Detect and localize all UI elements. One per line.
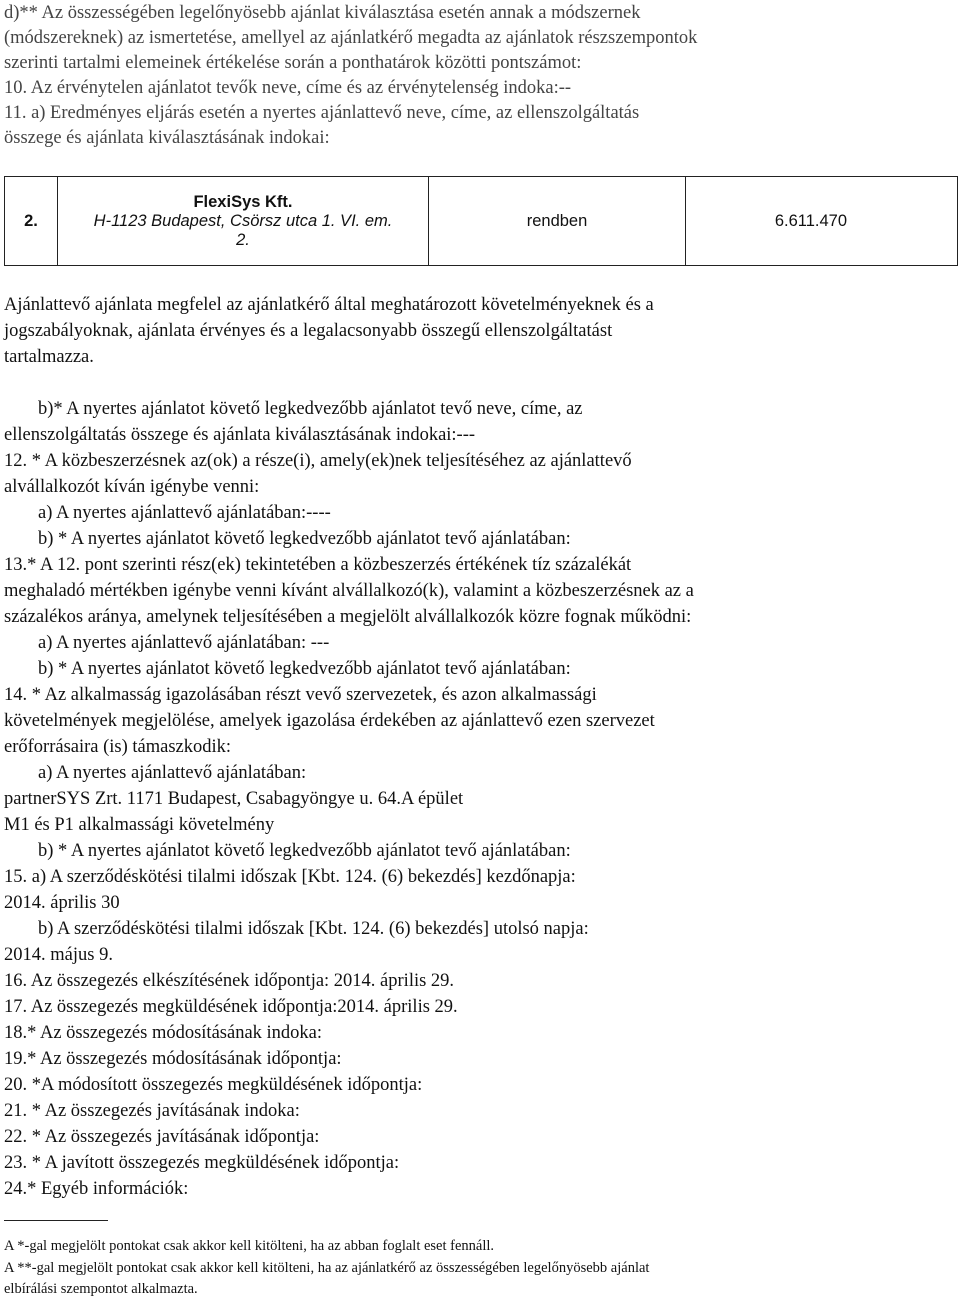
bidder-name: FlexiSys Kft. bbox=[193, 192, 293, 211]
body-line: b)* A nyertes ajánlatot követő legkedvezőbb ajánlatot tevő neve, címe, az bbox=[38, 399, 583, 419]
body-line: b) A szerződéskötési tilalmi időszak [Kbt. 124. (6) bekezdés] utolsó napja: bbox=[38, 919, 589, 939]
body-line: 18.* Az összegezés módosításának indoka: bbox=[4, 1023, 323, 1043]
body-line: alvállalkozót kíván igénybe venni: bbox=[4, 477, 260, 497]
body-line: tartalmazza. bbox=[4, 347, 94, 367]
table-row bbox=[5, 177, 958, 266]
body-line: b) * A nyertes ajánlatot követő legkedvezőbb ajánlatot tevő ajánlatában: bbox=[38, 841, 571, 861]
footnote: A *-gal megjelölt pontokat csak akkor kell kitölteni, ha az abban foglalt eset fennáll. bbox=[4, 1238, 495, 1254]
intro-line: d)** Az összességében legelőnyösebb ajánlat kiválasztása esetén annak a módszernek bbox=[4, 3, 641, 23]
body-line: 16. Az összegezés elkészítésének időpontja: 2014. április 29. bbox=[4, 971, 455, 991]
intro-line: szerinti tartalmi elemeinek értékelése során a ponthatárok közötti pontszámot: bbox=[4, 53, 582, 73]
body-line: Ajánlattevő ajánlata megfelel az ajánlatkérő által meghatározott követelményeknek és a bbox=[4, 295, 654, 315]
bidder-address-cont: 2. bbox=[236, 230, 250, 249]
body-line: a) A nyertes ajánlattevő ajánlatában:---- bbox=[38, 503, 331, 523]
intro-line: összege és ajánlata kiválasztásának indokai: bbox=[4, 128, 330, 148]
body-line: 23. * A javított összegezés megküldésének időpontja: bbox=[4, 1153, 400, 1173]
bid-number: 2. bbox=[5, 177, 58, 266]
body-line: 2014. május 9. bbox=[4, 945, 113, 965]
body-line: a) A nyertes ajánlattevő ajánlatában: --- bbox=[38, 633, 330, 653]
body-line: M1 és P1 alkalmassági követelmény bbox=[4, 815, 275, 835]
body-line: 19.* Az összegezés módosításának időpontja: bbox=[4, 1049, 342, 1069]
body-line: 22. * Az összegezés javításának időpontja: bbox=[4, 1127, 320, 1147]
bidder-address: H-1123 Budapest, Csörsz utca 1. VI. em. bbox=[93, 211, 393, 230]
body-line: jogszabályoknak, ajánlata érvényes és a legalacsonyabb összegű ellenszolgáltatást bbox=[4, 321, 613, 341]
body-line: százalékos aránya, amelynek teljesítésében a megjelölt alvállalkozók közre fognak működni: bbox=[4, 607, 692, 627]
intro-line: 10. Az érvénytelen ajánlatot tevők neve, címe és az érvénytelenség indoka:-- bbox=[4, 78, 572, 98]
body-line: 21. * Az összegezés javításának indoka: bbox=[4, 1101, 300, 1121]
body-line: a) A nyertes ajánlattevő ajánlatában: bbox=[38, 763, 307, 783]
result-table bbox=[4, 176, 958, 266]
body-line: erőforrásaira (is) támaszkodik: bbox=[4, 737, 232, 757]
bid-status: rendben bbox=[429, 177, 686, 266]
body-line: meghaladó mértékben igénybe venni kívánt alvállalkozó(k), valamint a közbeszerzésnek az a bbox=[4, 581, 694, 601]
bidder-cell bbox=[58, 177, 429, 266]
footnote-separator bbox=[4, 1220, 108, 1221]
body-line: b) * A nyertes ajánlatot követő legkedvezőbb ajánlatot tevő ajánlatában: bbox=[38, 659, 571, 679]
intro-line: 11. a) Eredményes eljárás esetén a nyertes ajánlattevő neve, címe, az ellenszolgáltatás bbox=[4, 103, 640, 123]
body-line: 17. Az összegezés megküldésének időpontja:2014. április 29. bbox=[4, 997, 458, 1017]
body-line: 12. * A közbeszerzésnek az(ok) a része(i), amely(ek)nek teljesítéséhez az ajánlattevő bbox=[4, 451, 632, 471]
body-line: 20. *A módosított összegezés megküldésének időpontja: bbox=[4, 1075, 423, 1095]
body-line: 24.* Egyéb információk: bbox=[4, 1179, 189, 1199]
body-line: 2014. április 30 bbox=[4, 893, 120, 913]
body-line: partnerSYS Zrt. 1171 Budapest, Csabagyöngye u. 64.A épület bbox=[4, 789, 464, 809]
bid-amount: 6.611.470 bbox=[686, 177, 958, 266]
body-line: 15. a) A szerződéskötési tilalmi időszak [Kbt. 124. (6) bekezdés] kezdőnapja: bbox=[4, 867, 576, 887]
intro-line: (módszereknek) az ismertetése, amellyel az ajánlatkérő megadta az ajánlatok részszempontok bbox=[4, 28, 698, 48]
footnote: elbírálási szempontot alkalmazta. bbox=[4, 1281, 198, 1297]
body-line: követelmények megjelölése, amelyek igazolása érdekében az ajánlattevő ezen szervezet bbox=[4, 711, 655, 731]
body-line: 14. * Az alkalmasság igazolásában részt vevő szervezetek, és azon alkalmassági bbox=[4, 685, 597, 705]
body-line: ellenszolgáltatás összege és ajánlata kiválasztásának indokai:--- bbox=[4, 425, 476, 445]
body-line: b) * A nyertes ajánlatot követő legkedvezőbb ajánlatot tevő ajánlatában: bbox=[38, 529, 571, 549]
footnote: A **-gal megjelölt pontokat csak akkor kell kitölteni, ha az ajánlatkérő az összességében legelőnyösebb ajánlat bbox=[4, 1260, 650, 1276]
body-line: 13.* A 12. pont szerinti rész(ek) tekintetében a közbeszerzés értékének tíz százalékát bbox=[4, 555, 632, 575]
